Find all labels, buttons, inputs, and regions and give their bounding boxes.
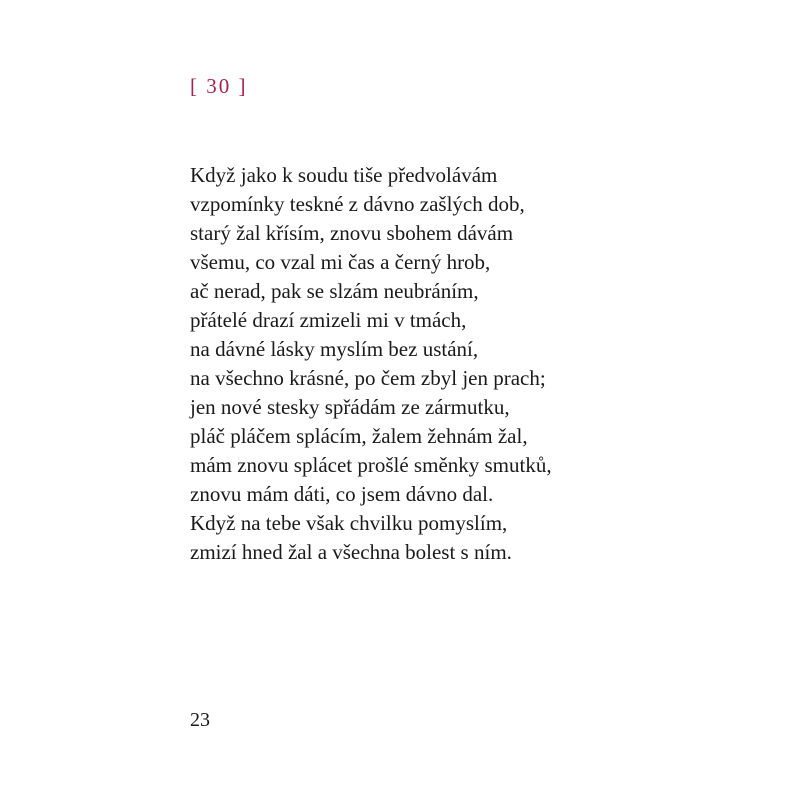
poem-line: všemu, co vzal mi čas a černý hrob, [190,250,491,274]
poem-line: Když jako k soudu tiše předvolávám [190,163,498,187]
poem-line: jen nové stesky spřádám ze zármutku, [190,395,510,419]
poem-line: mám znovu splácet prošlé směnky smutků, [190,453,552,477]
poem-text [190,161,750,567]
poem-line: zmizí hned žal a všechna bolest s ním. [190,540,512,564]
page-number: 23 [190,709,210,731]
poem-line: vzpomínky teskné z dávno zašlých dob, [190,192,525,216]
poem-line: na všechno krásné, po čem zbyl jen prach; [190,366,546,390]
poem-line: ač nerad, pak se slzám neubráním, [190,279,479,303]
poem-line: přátelé drazí zmizeli mi v tmách, [190,308,467,332]
poem-number: [ 30 ] [190,74,248,98]
poem-line: pláč pláčem splácím, žalem žehnám žal, [190,424,528,448]
poem-line: znovu mám dáti, co jsem dávno dal. [190,482,494,506]
poem-line: Když na tebe však chvilku pomyslím, [190,511,508,535]
poem-line: na dávné lásky myslím bez ustání, [190,337,479,361]
poem-line: starý žal křísím, znovu sbohem dávám [190,221,514,245]
